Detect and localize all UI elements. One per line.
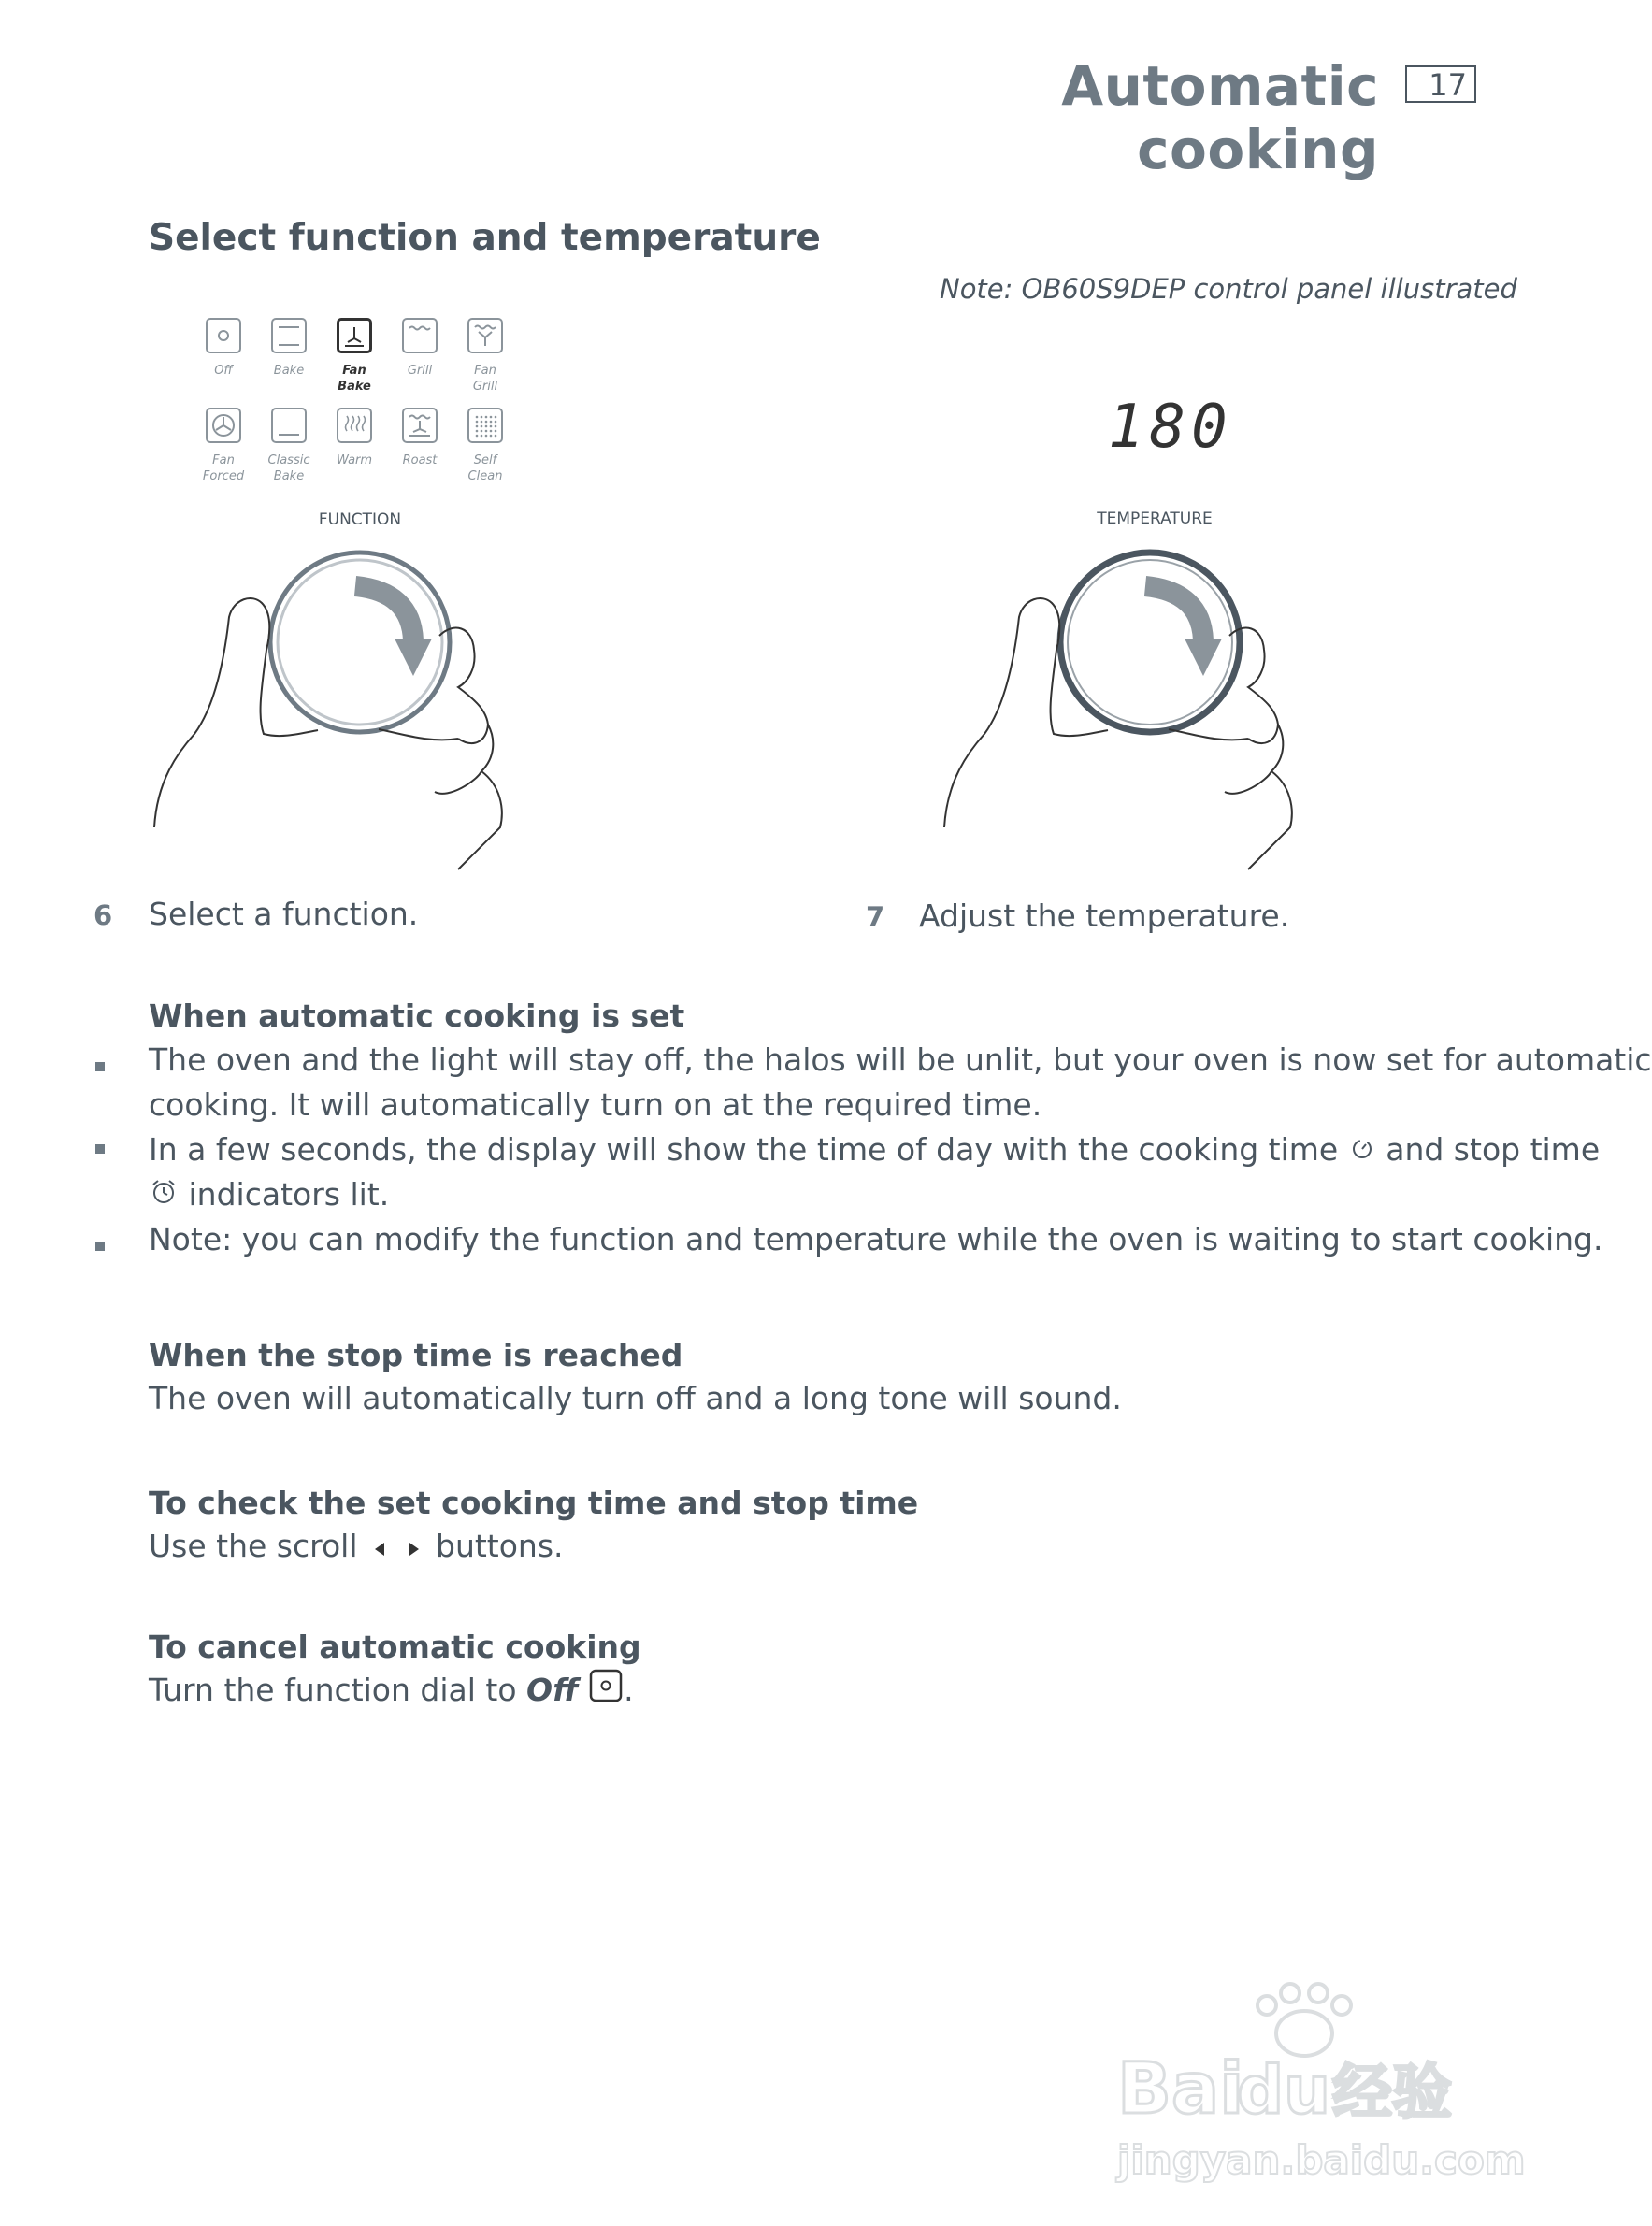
temperature-dial-illustration xyxy=(930,547,1351,883)
step-number-7: 7 xyxy=(866,901,885,933)
function-label-roast: Roast xyxy=(402,453,438,467)
scroll-left-icon xyxy=(367,1526,392,1571)
function-label-off: Off xyxy=(214,364,233,378)
auto-set-bullet-3: Note: you can modify the function and temperature while the oven is waiting to start cooking. xyxy=(149,1221,1603,1257)
check-time-text: Use the scroll buttons. xyxy=(149,1524,564,1571)
panel-note: Note: OB60S9DEP control panel illustrated xyxy=(940,273,1517,305)
watermark-cn: 经验 xyxy=(1332,2059,1452,2128)
self-clean-icon xyxy=(467,408,503,443)
step-text-7: Adjust the temperature. xyxy=(919,898,1290,934)
cooking-time-icon xyxy=(1348,1129,1376,1174)
cancel-heading: To cancel automatic cooking xyxy=(149,1629,641,1665)
auto-set-bullet-1-line-1: The oven and the light will stay off, the halos will be unlit, but your oven is now set for automatic xyxy=(149,1041,1652,1078)
cancel-text: Turn the function dial to Off . xyxy=(149,1668,634,1716)
function-label-fan-bake: Fan Bake xyxy=(338,364,371,394)
function-label-warm: Warm xyxy=(336,453,373,467)
function-label-classic-bake: Classic Bake xyxy=(267,453,310,483)
function-label-fan-grill: Fan Grill xyxy=(472,364,498,394)
temperature-display: 180 xyxy=(1108,393,1233,462)
function-label-grill: Grill xyxy=(407,364,433,378)
roast-icon xyxy=(402,408,438,443)
watermark-brand: Bai xyxy=(1117,2046,1244,2130)
check-time-heading: To check the set cooking time and stop time xyxy=(149,1485,919,1521)
function-panel xyxy=(204,316,522,494)
scroll-right-icon xyxy=(402,1526,426,1571)
section-title: Select function and temperature xyxy=(149,217,821,259)
auto-set-heading: When automatic cooking is set xyxy=(149,998,685,1034)
step-text-6: Select a function. xyxy=(149,896,419,932)
page-number: 17 xyxy=(1405,65,1476,103)
function-dial-illustration xyxy=(140,547,561,883)
bake-icon xyxy=(271,318,307,353)
watermark-url: jingyan.baidu.com xyxy=(1117,2137,1526,2183)
function-label-fan-forced: Fan Forced xyxy=(202,453,245,483)
stop-time-icon xyxy=(149,1174,179,1219)
auto-set-bullet-1-line-2: cooking. It will automatically turn on at the required time. xyxy=(149,1086,1042,1123)
page-title: Automatic cooking xyxy=(1061,54,1379,181)
fan-bake-icon xyxy=(337,318,372,353)
step-number-6: 6 xyxy=(93,899,113,931)
stop-time-text: The oven will automatically turn off and a long tone will sound. xyxy=(149,1380,1122,1416)
function-label-self-clean: Self Clean xyxy=(467,453,503,483)
off-icon xyxy=(206,318,241,353)
baidu-watermark xyxy=(1117,1982,1526,2188)
grill-icon xyxy=(402,318,438,353)
off-icon xyxy=(588,1668,624,1716)
auto-set-bullet-2-line-1: In a few seconds, the display will show the time of day with the cooking time and stop time xyxy=(149,1127,1600,1174)
auto-set-bullet-2-line-2: indicators lit. xyxy=(149,1172,389,1219)
function-label-bake: Bake xyxy=(273,364,305,378)
fan-forced-icon xyxy=(206,408,241,443)
watermark-brand-2: du xyxy=(1237,2052,1330,2129)
off-word: Off xyxy=(526,1672,579,1708)
bullet-marker xyxy=(95,1242,105,1251)
bullet-marker xyxy=(95,1062,105,1071)
bullet-marker xyxy=(95,1144,105,1154)
classic-bake-icon xyxy=(271,408,307,443)
stop-time-heading: When the stop time is reached xyxy=(149,1337,683,1373)
fan-grill-icon xyxy=(467,318,503,353)
function-dial-label: FUNCTION xyxy=(318,510,402,529)
warm-icon xyxy=(337,408,372,443)
temperature-dial-label: TEMPERATURE xyxy=(1097,510,1213,528)
